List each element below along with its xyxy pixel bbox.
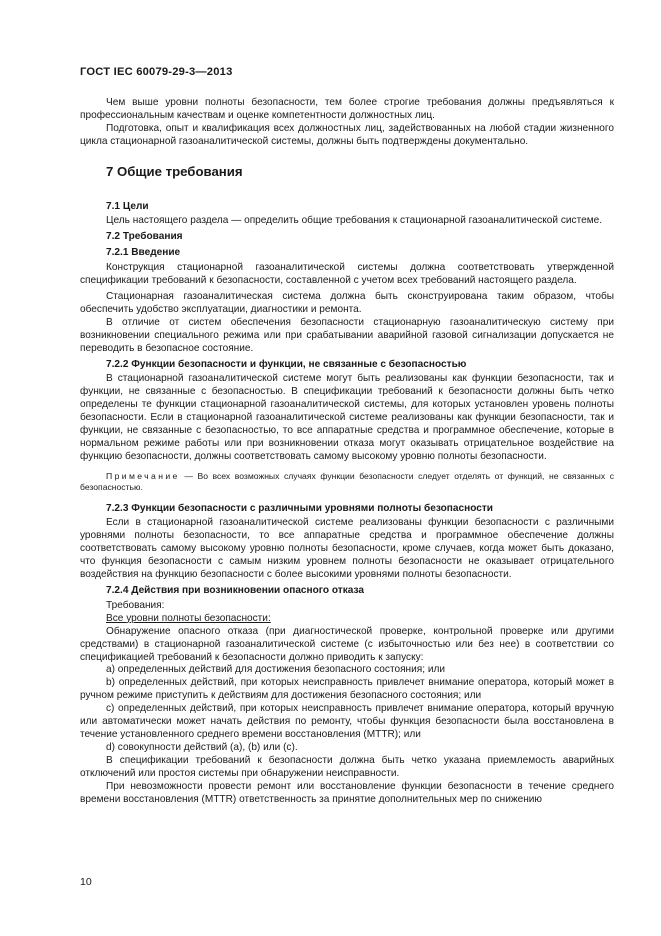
list-item-a: a) определенных действий для достижения безопасного состояния; или (106, 664, 445, 676)
paragraph: Стационарная газоаналитическая система должна быть сконструирована таким образом, чтобы обеспечить удобство эксплуатации, диагностики и ремонта. (80, 290, 614, 315)
subsection-heading-7-1: 7.1 Цели (106, 200, 149, 212)
paragraph: Если в стационарной газоаналитической системе реализованы функции безопасности с различными уровнями полноты безопасности, то все аппаратные средства и программное обеспечение должны соответствовать самому высокому уровню полноты безопасности, кроме случаев, когда может быть доказано, что функция безопасности с самым низким уровнем полноты безопасности не оказывает отрицательного воздействия на функцию безопасности с более высокими уровнями полноты безопасности. (80, 517, 614, 581)
paragraph: В стационарной газоаналитической системе могут быть реализованы как функции безопасности, так и функции, не связанные с безопасностью. В спецификации требований к безопасности должны быть четко определены те функции стационарной газоаналитической системы, для которых установлен уровень полноты безопасности. Если в стационарной газоаналитической системе реализованы как функции безопасности, так и функции, не связанные с безопасностью, то все аппаратные средства и программное обеспечение, которые в нормальном режиме работы или при возникновении отказа могут оказывать отрицательное воздействие на функцию безопасности, должны соответствовать самому высокому уровню полноты безопасности. (80, 373, 614, 462)
document-header: ГОСТ IEC 60079-29-3—2013 (80, 66, 233, 78)
paragraph: Чем выше уровни полноты безопасности, тем более строгие требования должны предъявляться к профессиональным качествам и оценке компетентности должностных лиц. (80, 97, 614, 121)
paragraph: В спецификации требований к безопасности должна быть четко указана приемлемость аварийных отключений или простоя системы при обнаружении неисправности. (80, 754, 614, 779)
subsection-heading-7-2-3: 7.2.3 Функции безопасности с различными уровнями полноты безопасности (106, 502, 494, 514)
paragraph: Цель настоящего раздела — определить общие требования к стационарной газоаналитической системе. (106, 215, 603, 227)
subsection-heading-7-2-2: 7.2.2 Функции безопасности и функции, не связанные с безопасностью (106, 358, 467, 370)
page-number: 10 (80, 876, 92, 888)
list-item-c: c) определенных действий, при которых неисправность привлечет внимание оператора, который вручную или автоматически может начать действия по ремонту, чтобы функция безопасности была восстановлена в течение установленного среднего времени восстановления (MTTR); или (80, 703, 614, 740)
note-label: Примечание (106, 470, 180, 481)
note (80, 471, 614, 494)
paragraph: При невозможности провести ремонт или восстановление функции безопасности в течение среднего времени восстановления (MTTR) ответственность за принятие дополнительных мер по снижению (80, 780, 614, 805)
paragraph: Подготовка, опыт и квалификация всех должностных лиц, задействованных на любой стадии жизненного цикла стационарной газоаналитической системы, должны быть подтверждены документально. (80, 122, 614, 147)
paragraph: В отличие от систем обеспечения безопасности стационарную газоаналитическую систему при возникновении специального режима или при срабатывании аварийной газовой сигнализации допускается не переводить в безопасное состояние. (80, 316, 614, 354)
section-heading: 7 Общие требования (106, 163, 243, 179)
subsection-heading-7-2-4: 7.2.4 Действия при возникновении опасного отказа (106, 585, 364, 596)
document-body (80, 97, 614, 806)
paragraph: Обнаружение опасного отказа (при диагностической проверке, контрольной проверке или другими средствами) в стационарной газоаналитической системе (с избыточностью или без нее) в соответствии со спецификацией требований к безопасности должно приводить к запуску: (80, 625, 614, 663)
list-item-d: d) совокупности действий (a), (b) или (c). (106, 741, 298, 753)
note-text: — Во всех возможных случаях функции безопасности следует отделять от функций, не связанных с безопасностью. (80, 470, 614, 493)
paragraph-underlined (80, 613, 614, 626)
paragraph: Требования: (106, 599, 165, 611)
list-item-b: b) определенных действий, при которых неисправность привлечет внимание оператора, который может в ручном режиме приступить к действиям для достижения безопасного состояния; или (80, 677, 614, 702)
underlined-text: Все уровни полноты безопасности: (106, 612, 271, 624)
paragraph: Конструкция стационарной газоаналитической системы должна соответствовать утвержденной спецификации требований к безопасности, составленной с учетом всех требований настоящего раздела. (80, 262, 614, 287)
subsection-heading-7-2: 7.2 Требования (106, 231, 183, 243)
subsection-heading-7-2-1: 7.2.1 Введение (106, 247, 181, 259)
